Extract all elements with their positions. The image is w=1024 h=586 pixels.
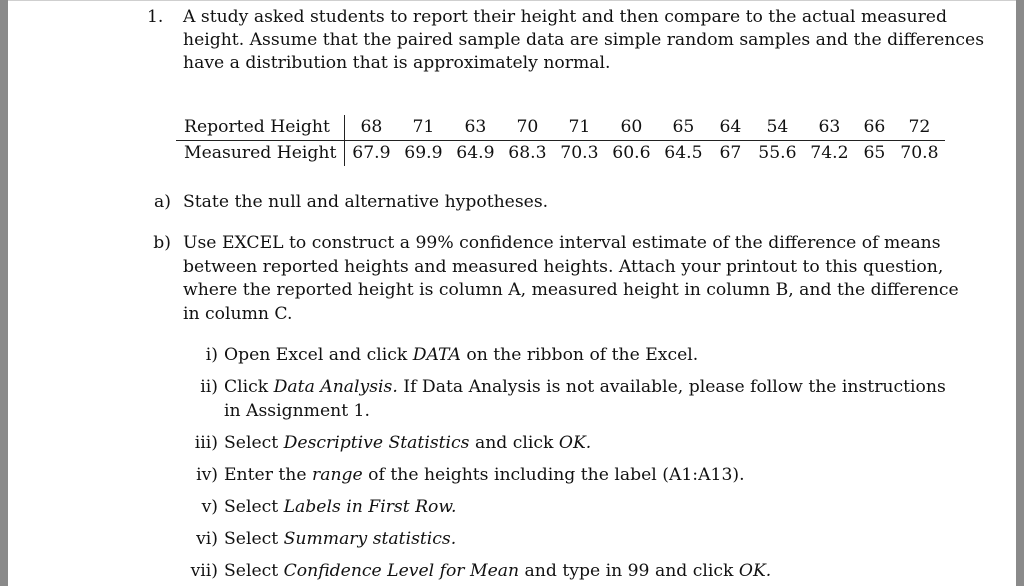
problem-line-1: A study asked students to report their height and then compare to the actual measured [183, 7, 947, 27]
step-label: vi) [196, 529, 218, 549]
step-text: Select Descriptive Statistics and click OK. [224, 433, 592, 453]
table-row-measured [176, 141, 945, 167]
step-text: Enter the range of the heights including the label (A1:A13). [224, 465, 745, 485]
table-cell: 69.9 [404, 143, 443, 163]
table-cell: 68.3 [508, 143, 547, 163]
step-label: v) [201, 497, 218, 517]
step-text: Select Summary statistics. [224, 529, 457, 549]
problem-line-3: have a distribution that is approximately normal. [183, 53, 611, 73]
table-cell: 66 [855, 115, 893, 141]
step-text-continued: in Assignment 1. [224, 401, 370, 421]
step-text: Click Data Analysis. If Data Analysis is not available, please follow the instructions [224, 377, 946, 397]
table-cell: 65 [657, 115, 709, 141]
problem-number: 1. [147, 7, 164, 27]
step-text: Select Confidence Level for Mean and type in 99 and click OK. [224, 561, 772, 581]
part-b-label: b) [153, 233, 171, 253]
table-cell: 71 [397, 115, 449, 141]
table-cell: 60.6 [612, 143, 651, 163]
height-data-table [176, 115, 945, 166]
table-cell: 68 [345, 115, 398, 141]
table-cell: 64.9 [456, 143, 495, 163]
step-label: i) [205, 345, 218, 365]
table-cell: 67 [719, 143, 742, 163]
table-cell: 60 [605, 115, 657, 141]
table-cell: 54 [751, 115, 803, 141]
problem-line-2: height. Assume that the paired sample data are simple random samples and the differences [183, 30, 985, 50]
part-a-text: State the null and alternative hypotheses. [183, 192, 549, 212]
table-row-reported [176, 115, 945, 141]
table-cell: 70.3 [560, 143, 599, 163]
table-cell: 74.2 [810, 143, 849, 163]
table-cell: 70 [501, 115, 553, 141]
table-cell: 63 [803, 115, 855, 141]
part-b-line-1: Use EXCEL to construct a 99% confidence interval estimate of the difference of means [183, 233, 941, 253]
row-label-measured: Measured Height [176, 141, 345, 167]
step-label: iv) [196, 465, 218, 485]
table-cell: 63 [449, 115, 501, 141]
step-label: iii) [194, 433, 218, 453]
step-text: Open Excel and click DATA on the ribbon of the Excel. [224, 345, 699, 365]
table-cell: 71 [553, 115, 605, 141]
table-cell: 64 [709, 115, 751, 141]
step-text: Select Labels in First Row. [224, 497, 457, 517]
part-b-line-2: between reported heights and measured heights. Attach your printout to this question, [183, 257, 944, 277]
table-cell: 67.9 [352, 143, 391, 163]
row-label-reported: Reported Height [176, 115, 345, 141]
part-b-line-4: in column C. [183, 304, 293, 324]
document-page [8, 0, 1016, 586]
table-cell: 64.5 [664, 143, 703, 163]
table-cell: 65 [863, 143, 886, 163]
part-a-label: a) [154, 192, 171, 212]
table-cell: 70.8 [900, 143, 939, 163]
table-cell: 55.6 [758, 143, 797, 163]
part-b-line-3: where the reported height is column A, measured height in column B, and the difference [183, 280, 959, 300]
step-label: ii) [200, 377, 218, 397]
table-cell: 72 [893, 115, 945, 141]
step-label: vii) [190, 561, 218, 581]
